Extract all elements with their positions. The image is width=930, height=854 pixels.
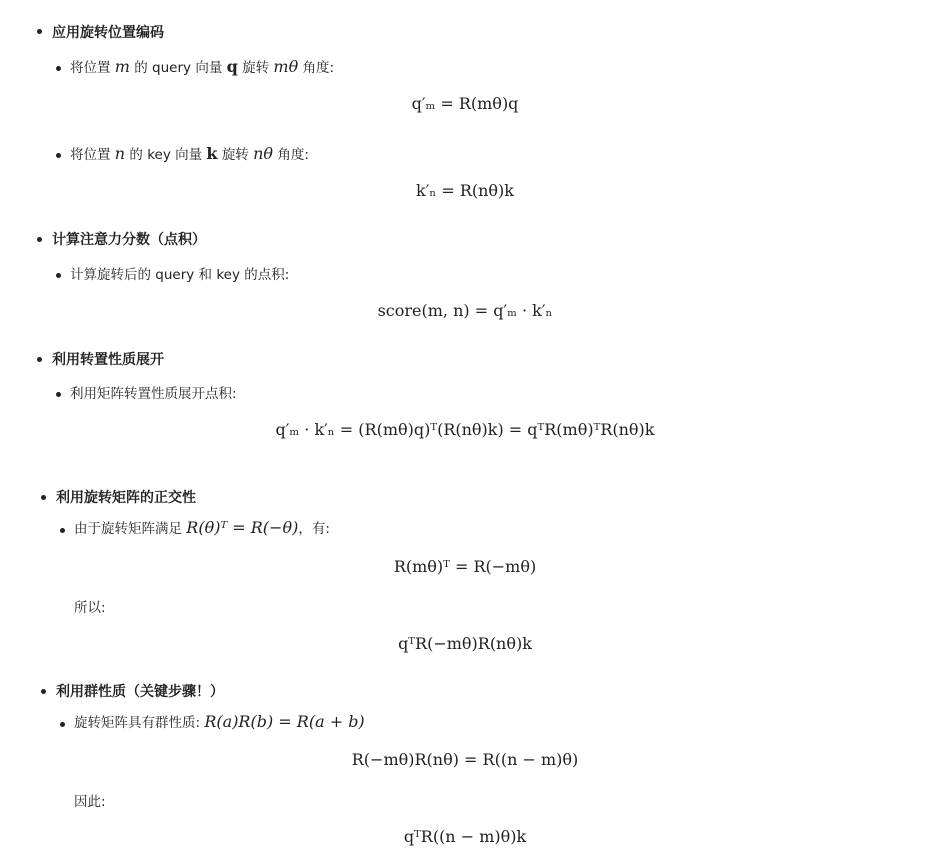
bullet <box>37 357 42 362</box>
equation-6: qᵀR(−mθ)R(nθ)k <box>398 634 532 653</box>
section-heading-4: 利用旋转矩阵的正交性 <box>56 490 196 506</box>
section-heading-1: 应用旋转位置编码 <box>52 25 164 41</box>
equation-3: score(m, n) = q′ₘ · k′ₙ <box>377 301 553 320</box>
math-vec: k <box>206 144 218 163</box>
text: 将位置 <box>70 147 111 163</box>
bullet <box>60 528 65 533</box>
bullet <box>56 273 61 278</box>
bullet <box>37 29 42 34</box>
bullet <box>56 153 61 158</box>
text: 将位置 <box>70 60 111 76</box>
math-inline: R(a)R(b) = R(a + b) <box>204 712 365 731</box>
equation-1: q′ₘ = R(mθ)q <box>411 94 519 113</box>
math-angle: mθ <box>273 57 299 76</box>
text: 角度: <box>277 147 309 163</box>
bullet <box>60 722 65 727</box>
math-vec: q <box>226 57 238 76</box>
text: 旋转 <box>242 60 270 76</box>
bullet <box>41 495 46 500</box>
math-inline: R(θ)ᵀ = R(−θ) <box>186 518 299 537</box>
section-heading-3: 利用转置性质展开 <box>52 352 164 368</box>
list-item-1a <box>70 56 334 76</box>
text: 角度: <box>302 60 335 76</box>
equation-7: R(−mθ)R(nθ) = R((n − m)θ) <box>351 750 579 769</box>
text: 的 key 向量 <box>129 147 203 163</box>
equation-2: k′ₙ = R(nθ)k <box>416 181 514 200</box>
list-item-3: 利用矩阵转置性质展开点积: <box>70 386 237 402</box>
text: 旋转矩阵具有群性质: <box>74 715 201 731</box>
section-heading-2: 计算注意力分数（点积） <box>52 232 206 248</box>
bullet <box>41 689 46 694</box>
list-item-2: 计算旋转后的 query 和 key 的点积: <box>70 267 290 283</box>
equation-8: qᵀR((n − m)θ)k <box>403 827 527 846</box>
text: 的 query 向量 <box>134 60 223 76</box>
equation-4: q′ₘ · k′ₙ = (R(mθ)q)ᵀ(R(nθ)k) = qᵀR(mθ)ᵀR(nθ)k <box>275 420 655 439</box>
math-var: m <box>114 57 130 76</box>
text: ，有: <box>298 521 330 537</box>
list-item-1b <box>70 143 309 163</box>
bullet <box>56 66 61 71</box>
list-item-5 <box>74 711 365 731</box>
bullet <box>56 392 61 397</box>
text: 由于旋转矩阵满足 <box>74 521 182 537</box>
equation-5: R(mθ)ᵀ = R(−mθ) <box>393 557 537 576</box>
text: 旋转 <box>221 147 249 163</box>
paragraph-therefore: 因此: <box>74 794 106 810</box>
math-angle: nθ <box>253 144 274 163</box>
list-item-4 <box>74 517 330 537</box>
bullet <box>37 237 42 242</box>
math-var: n <box>114 144 126 163</box>
paragraph-so: 所以: <box>74 600 106 616</box>
section-heading-5: 利用群性质（关键步骤！） <box>56 684 224 700</box>
